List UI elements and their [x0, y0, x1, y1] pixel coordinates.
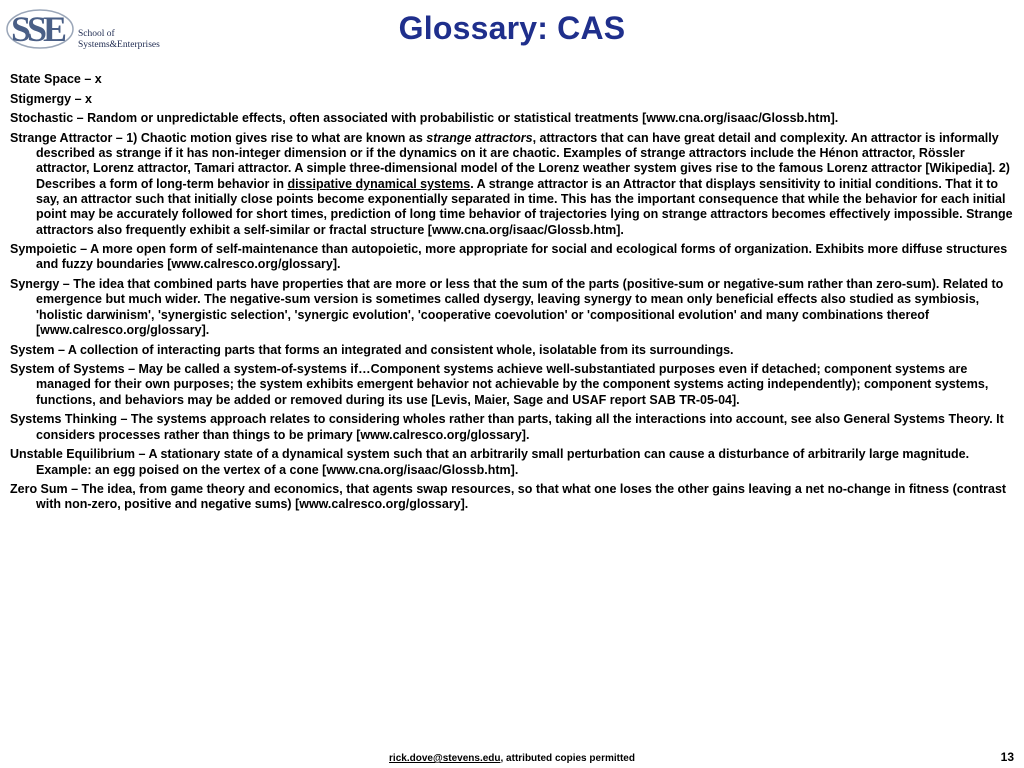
- glossary-entry-synergy: Synergy – The idea that combined parts have properties that are more or less that the sum of the parts (positive-sum or negative-sum rather than zero-sum). Related to emergence but much wider. The negative-sum version is sometimes called dysergy, leaving synergy to mean only beneficial effects also studied as symbiosis, 'holistic darwinism', 'synergistic selection', 'synergic evolution', 'cooperative coevolution' or 'compositional evolution' and many combinations thereof [www.calresco.org/glossary].: [10, 277, 1004, 337]
- strange-attractor-text-2: , attractors that can have great detail and complexity. An attractor is informally described as strange if it has non-integer dimension or if the dynamics on it are chaotic. Examples of strange attractors include the Hénon attractor, Rössler attractor, Lorenz attractor, Tamari attractor. A simple three-dimensional model of the Lorenz weather system gives rise to the famous Lorenz attractor [Wikipedia]. 2) Describes a form of long-term behavior in: [36, 130, 1010, 191]
- glossary-entry-stigmergy: Stigmergy – x: [10, 91, 92, 106]
- email-link[interactable]: rick.dove@stevens.edu: [389, 753, 501, 764]
- glossary-entry-system-of-systems: System of Systems – May be called a system-of-systems if…Component systems achieve well-substantiated purposes even if detached; component systems are managed for their own purposes; the system exhibits emergent behavior not achievable by the component systems acting independently); component systems, functions, and behaviors may be added or removed during its use [Levis, Maier, Sage and USAF report SAB TR-05-04].: [10, 362, 989, 407]
- glossary-entry-unstable-equilibrium: Unstable Equilibrium – A stationary state of a dynamical system such that an arbitrarily small perturbation can cause a disturbance of arbitrarily large magnitude. Example: an egg poised on the vertex of a cone [www.cna.org/isaac/Glossb.htm].: [10, 447, 970, 477]
- strange-attractors-italic: strange attractors: [426, 130, 533, 145]
- glossary-entry-systems-thinking: Systems Thinking – The systems approach relates to considering wholes rather than parts, taking all the interactions into account, see also General Systems Theory. It considers processes rather than things to be primary [www.calresco.org/glossary].: [10, 412, 1004, 442]
- strange-attractor-text-3: . A strange attractor is an Attractor that displays sensitivity to initial conditions. That it to say, an attractor such that initially close points become exponentially separated in time. This has the important consequence that while the behavior for each initial point may be accurately followed for short times, prediction of long time behavior of trajectories lying on strange attractors becomes effectively impossible. Strange attractors also frequently exhibit a self-similar or fractal structure [www.cna.org/isaac/Glossb.htm].: [36, 176, 1013, 237]
- page-title: Glossary: CAS: [398, 10, 626, 46]
- strange-attractor-text-1: Strange Attractor – 1) Chaotic motion gives rise to what are known as: [10, 130, 427, 145]
- glossary-entry-system: System – A collection of interacting parts that forms an integrated and consistent whole, isolatable from its surroundings.: [10, 342, 734, 357]
- footer-note: , attributed copies permitted: [500, 753, 635, 764]
- logo-mark: SSE: [11, 9, 64, 49]
- logo-line1: School of: [78, 29, 115, 39]
- footer: [0, 753, 1024, 764]
- glossary-entry-state-space: State Space – x: [10, 72, 102, 86]
- glossary-entry-zero-sum: Zero Sum – The idea, from game theory and economics, that agents swap resources, so that what one loses the other gains leaving a net no-change in fitness (contrast with non-zero, positive and negative sums) [www.calresco.org/glossary].: [10, 482, 1007, 512]
- glossary-entry-stochastic: Stochastic – Random or unpredictable effects, often associated with probabilistic or statistical treatments [www.cna.org/isaac/Glossb.htm].: [10, 111, 839, 126]
- glossary-entry-sympoietic: Sympoietic – A more open form of self-maintenance than autopoietic, more appropriate for social and ecological forms of organization. Exhibits more diffuse structures and fuzzy boundaries [www.calresco.org/glossary].: [10, 242, 1008, 272]
- logo-line2: Systems&Enterprises: [78, 40, 160, 50]
- glossary-entry-strange-attractor: [10, 131, 1014, 238]
- dissipative-dynamical-systems-link[interactable]: dissipative dynamical systems: [287, 176, 471, 191]
- page-number: 13: [1000, 750, 1014, 764]
- glossary-list: [10, 72, 1014, 517]
